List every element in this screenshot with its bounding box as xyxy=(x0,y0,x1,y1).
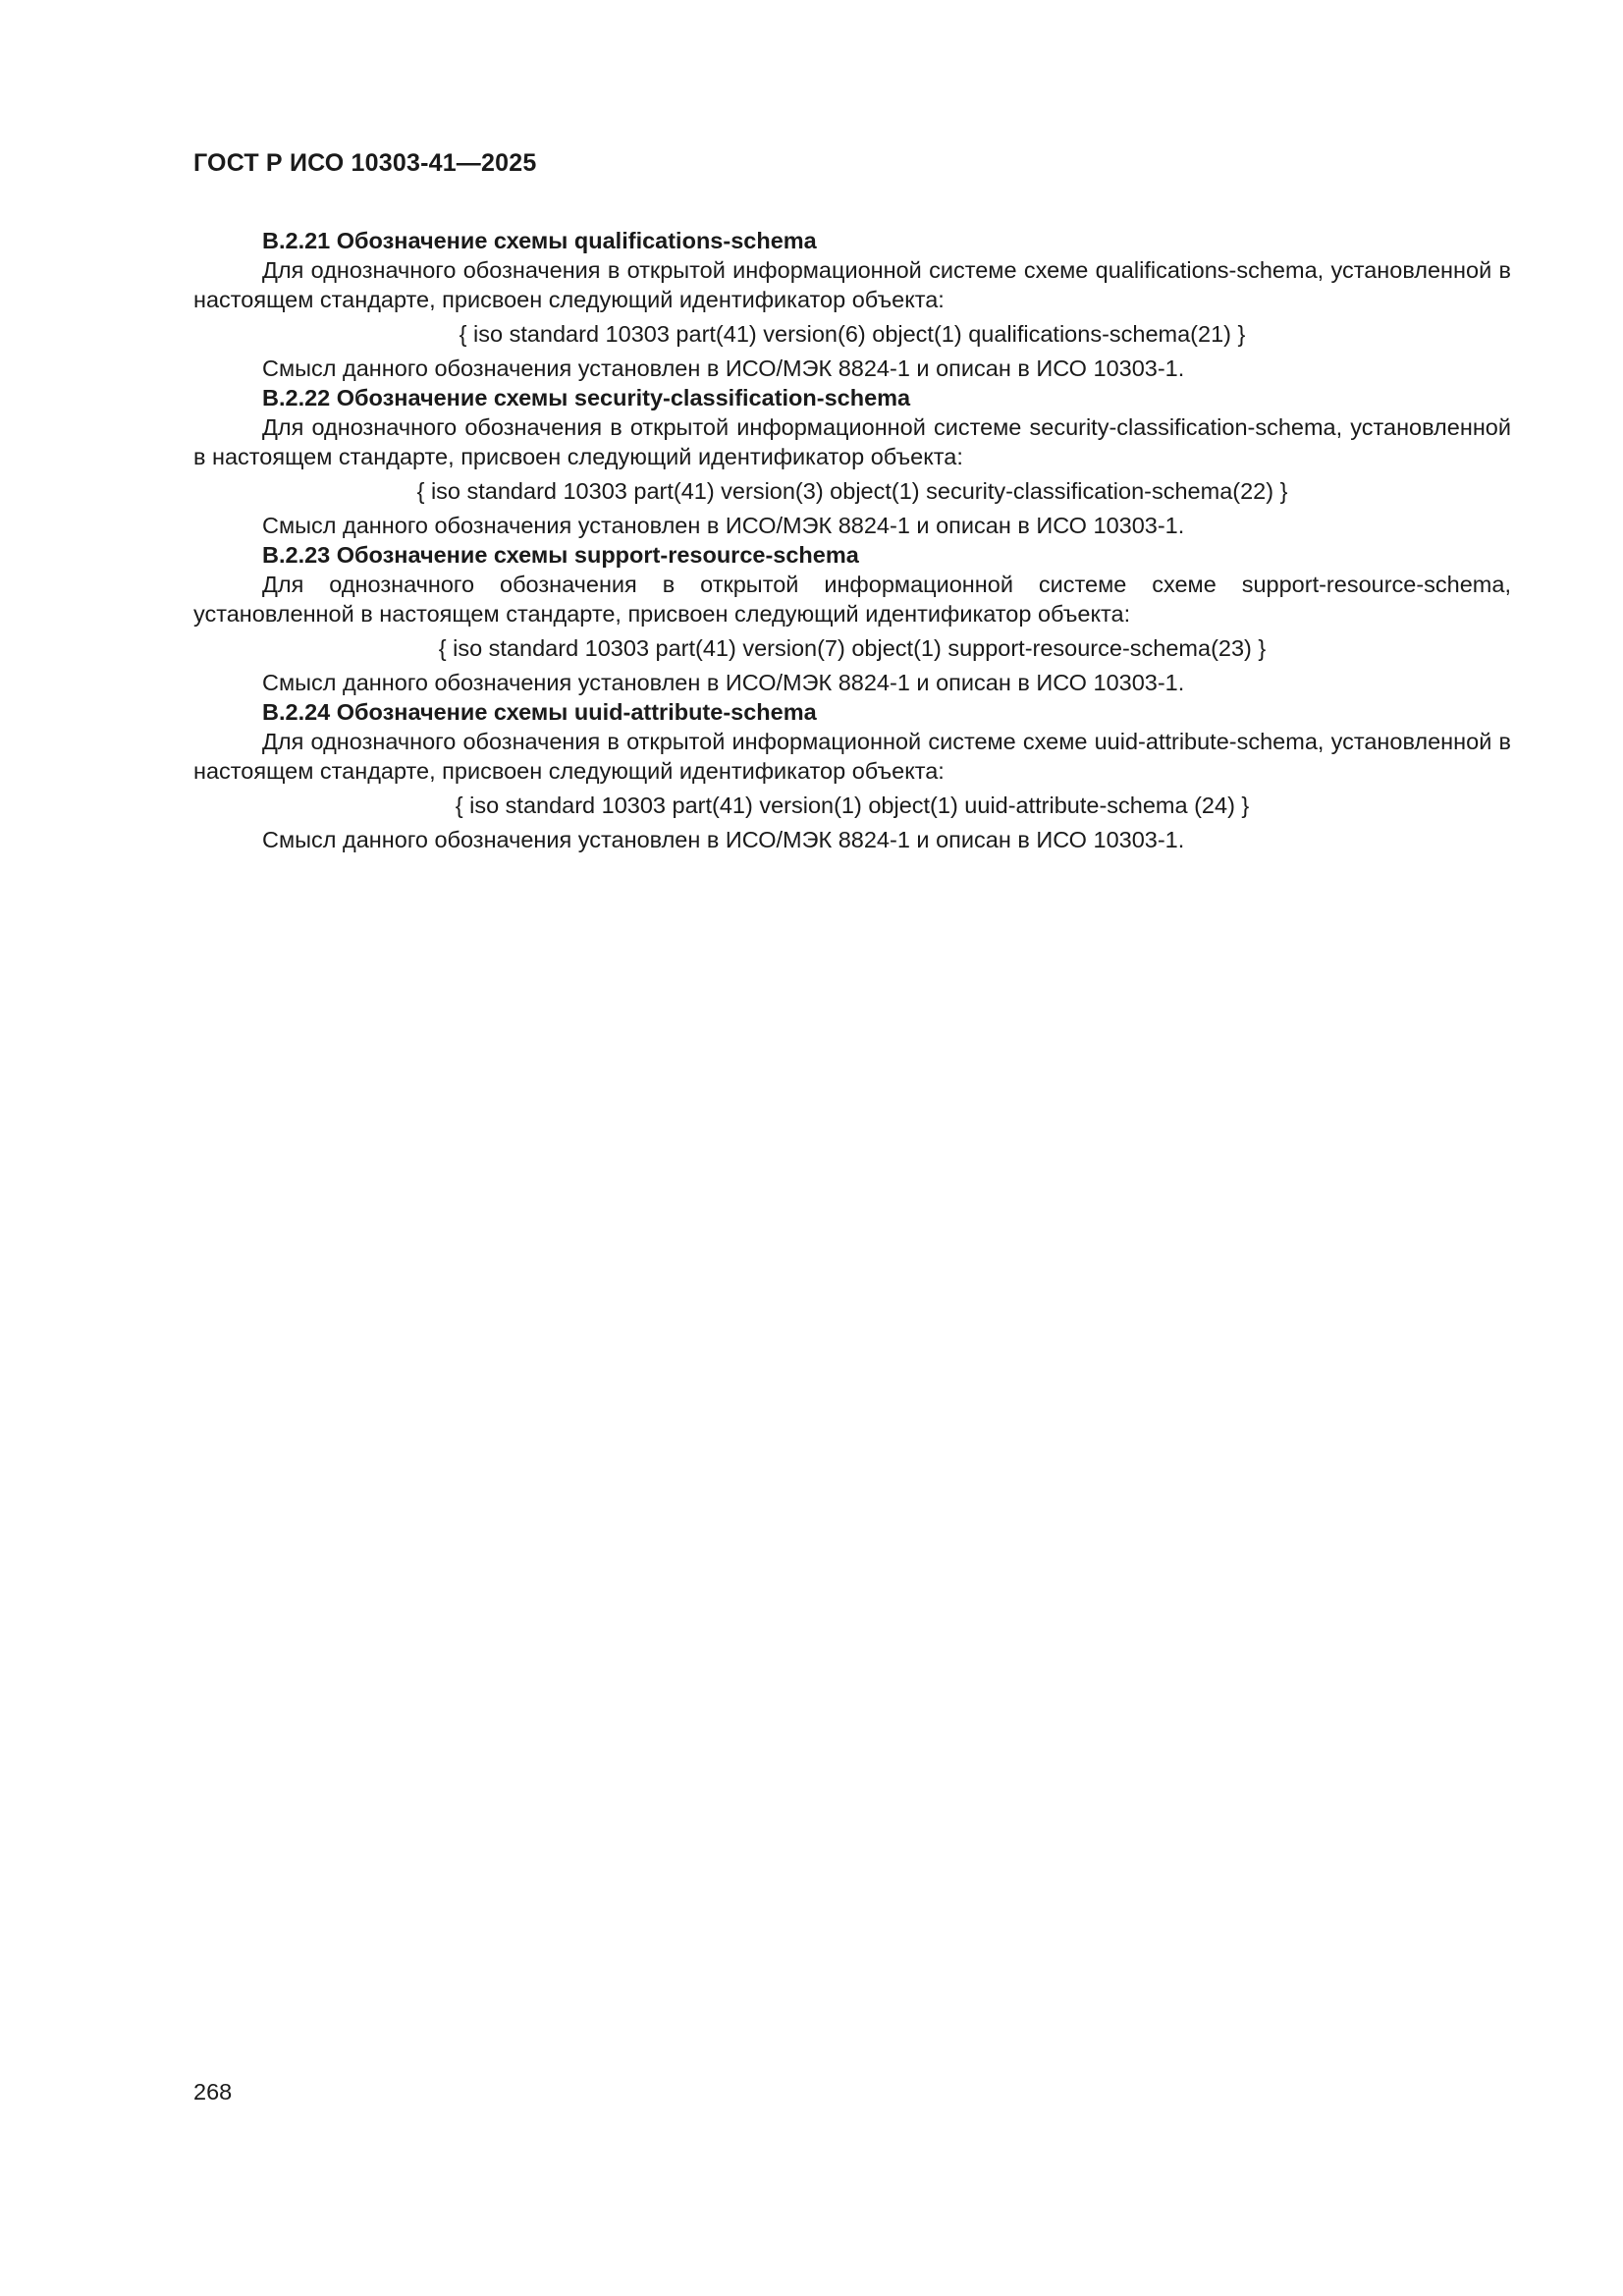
section-b-2-21 xyxy=(193,226,1511,383)
object-identifier: { iso standard 10303 part(41) version(3) object(1) security-classification-schema(22) } xyxy=(416,478,1288,504)
object-identifier: { iso standard 10303 part(41) version(7) object(1) support-resource-schema(23) } xyxy=(438,635,1267,661)
section-paragraph: Для однозначного обозначения в открытой информационной системе security-classification-schema, установленной в настоящем стандарте, присвоен следующий идентификатор объекта: xyxy=(193,414,1511,469)
section-meaning-note: Смысл данного обозначения установлен в ИСО/МЭК 8824-1 и описан в ИСО 10303-1. xyxy=(262,827,1185,852)
section-heading: B.2.22 Обозначение схемы security-classification-schema xyxy=(262,385,911,410)
section-meaning-note: Смысл данного обозначения установлен в ИСО/МЭК 8824-1 и описан в ИСО 10303-1. xyxy=(262,355,1185,381)
page-number: 268 xyxy=(193,2079,233,2105)
section-b-2-24 xyxy=(193,697,1511,854)
object-identifier: { iso standard 10303 part(41) version(1) object(1) uuid-attribute-schema (24) } xyxy=(455,793,1250,818)
object-identifier: { iso standard 10303 part(41) version(6) object(1) qualifications-schema(21) } xyxy=(459,321,1246,347)
section-b-2-23 xyxy=(193,540,1511,697)
section-paragraph: Для однозначного обозначения в открытой информационной системе схеме support-resource-schema, установленной в настоящем стандарте, присвоен следующий идентификатор объекта: xyxy=(193,572,1511,627)
section-b-2-22 xyxy=(193,383,1511,540)
section-heading: B.2.21 Обозначение схемы qualifications-schema xyxy=(262,228,817,253)
section-heading: B.2.23 Обозначение схемы support-resource-schema xyxy=(262,542,859,568)
section-heading: B.2.24 Обозначение схемы uuid-attribute-schema xyxy=(262,699,817,725)
document-header-title: ГОСТ Р ИСО 10303-41—2025 xyxy=(193,149,537,177)
section-meaning-note: Смысл данного обозначения установлен в ИСО/МЭК 8824-1 и описан в ИСО 10303-1. xyxy=(262,670,1185,695)
section-paragraph: Для однозначного обозначения в открытой информационной системе схеме qualifications-schema, установленной в настоящем стандарте, присвоен следующий идентификатор объекта: xyxy=(193,257,1511,312)
document-body xyxy=(193,226,1511,854)
section-meaning-note: Смысл данного обозначения установлен в ИСО/МЭК 8824-1 и описан в ИСО 10303-1. xyxy=(262,513,1185,538)
section-paragraph: Для однозначного обозначения в открытой информационной системе схеме uuid-attribute-schema, установленной в настоящем стандарте, присвоен следующий идентификатор объекта: xyxy=(193,729,1511,784)
